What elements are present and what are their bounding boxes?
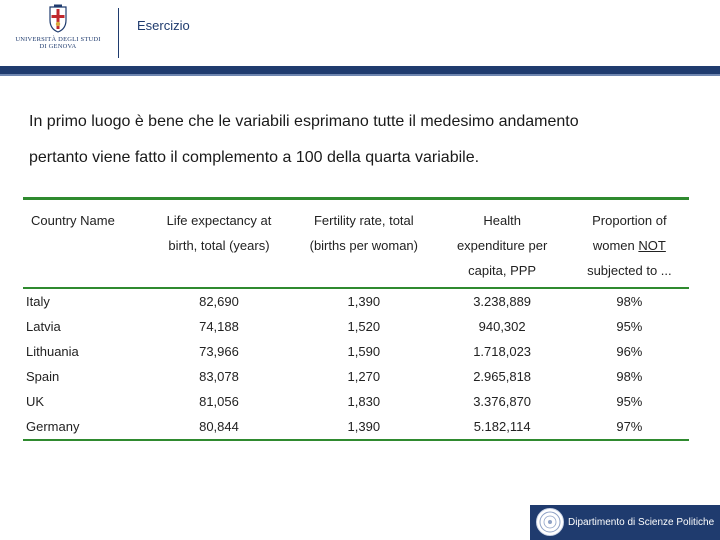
cell-life-expectancy: 73,966 — [199, 344, 239, 359]
cell-health: 2.965,818 — [473, 369, 532, 384]
cell-fertility: 1,830 — [347, 394, 381, 409]
header-health-line-3: capita, PPP — [468, 263, 537, 278]
cell-proportion: 95% — [616, 394, 643, 409]
intro-text — [29, 104, 699, 176]
cell-life-expectancy: 74,188 — [199, 319, 239, 334]
department-seal-icon — [536, 508, 564, 536]
header-country — [23, 199, 145, 289]
header-bar — [0, 66, 720, 74]
cell-health: 1.718,023 — [473, 344, 532, 359]
cell-country: Spain — [26, 369, 60, 384]
data-table — [23, 197, 689, 441]
cell-country: Germany — [23, 414, 145, 440]
header-divider — [118, 8, 119, 58]
slide-footer — [530, 505, 720, 540]
header-bar-accent — [0, 74, 720, 76]
header-fertility-rate — [293, 199, 434, 289]
header-life-line-1: Life expectancy at — [166, 213, 272, 228]
cell-health: 5.182,114 — [435, 414, 570, 440]
header-life-expectancy — [145, 199, 293, 289]
cell-life-expectancy: 82,690 — [199, 294, 239, 309]
cell-proportion: 96% — [616, 344, 643, 359]
slide-header — [0, 0, 720, 66]
header-health-expenditure — [435, 199, 570, 289]
header-prop-women: women — [592, 238, 639, 253]
cell-fertility: 1,520 — [347, 319, 381, 334]
university-name: UNIVERSITÀ DEGLI STUDI — [15, 36, 101, 43]
header-fert-line-2: (births per woman) — [309, 238, 418, 253]
header-prop-line-2 — [574, 233, 685, 258]
table-row — [23, 364, 689, 389]
cell-proportion: 98% — [616, 369, 643, 384]
cell-proportion: 97% — [570, 414, 689, 440]
cell-country: Lithuania — [26, 344, 79, 359]
intro-line-2: pertanto viene fatto il complemento a 100 della quarta variabile. — [29, 149, 480, 166]
university-crest-icon — [46, 4, 70, 34]
cell-proportion: 95% — [616, 319, 643, 334]
cell-fertility: 1,590 — [347, 344, 381, 359]
header-proportion — [570, 199, 689, 289]
header-prop-not: NOT — [638, 238, 666, 253]
cell-country: Latvia — [26, 319, 61, 334]
cell-fertility: 1,270 — [347, 369, 381, 384]
table-header-row — [23, 199, 689, 289]
table-row — [23, 414, 689, 440]
table-row — [23, 339, 689, 364]
header-prop-line-3: subjected to ... — [587, 263, 672, 278]
slide-title: Esercizio — [137, 18, 190, 33]
university-city: DI GENOVA — [39, 43, 77, 50]
cell-health: 3.376,870 — [473, 394, 532, 409]
header-country-label: Country Name — [31, 213, 115, 228]
cell-health: 940,302 — [478, 319, 526, 334]
cell-proportion: 98% — [616, 294, 643, 309]
cell-life-expectancy: 80,844 — [145, 414, 293, 440]
table-row — [23, 288, 689, 314]
table-row — [23, 314, 689, 339]
cell-health: 3.238,889 — [473, 294, 532, 309]
header-prop-line-1: Proportion of — [592, 213, 667, 228]
cell-country: Italy — [26, 294, 50, 309]
header-health-line-1: Health — [483, 213, 521, 228]
cell-life-expectancy: 81,056 — [199, 394, 239, 409]
header-life-line-2: birth, total (years) — [168, 238, 270, 253]
header-fert-line-1: Fertility rate, total — [313, 213, 414, 228]
intro-line-1: In primo luogo è bene che le variabili esprimano tutte il medesimo andamento — [29, 113, 579, 130]
header-health-line-2: expenditure per — [456, 238, 548, 253]
cell-life-expectancy: 83,078 — [199, 369, 239, 384]
cell-fertility: 1,390 — [347, 294, 381, 309]
cell-country: UK — [26, 394, 45, 409]
table-row — [23, 389, 689, 414]
cell-fertility: 1,390 — [293, 414, 434, 440]
university-logo — [8, 4, 108, 60]
department-name: Dipartimento di Scienze Politiche — [568, 517, 715, 528]
